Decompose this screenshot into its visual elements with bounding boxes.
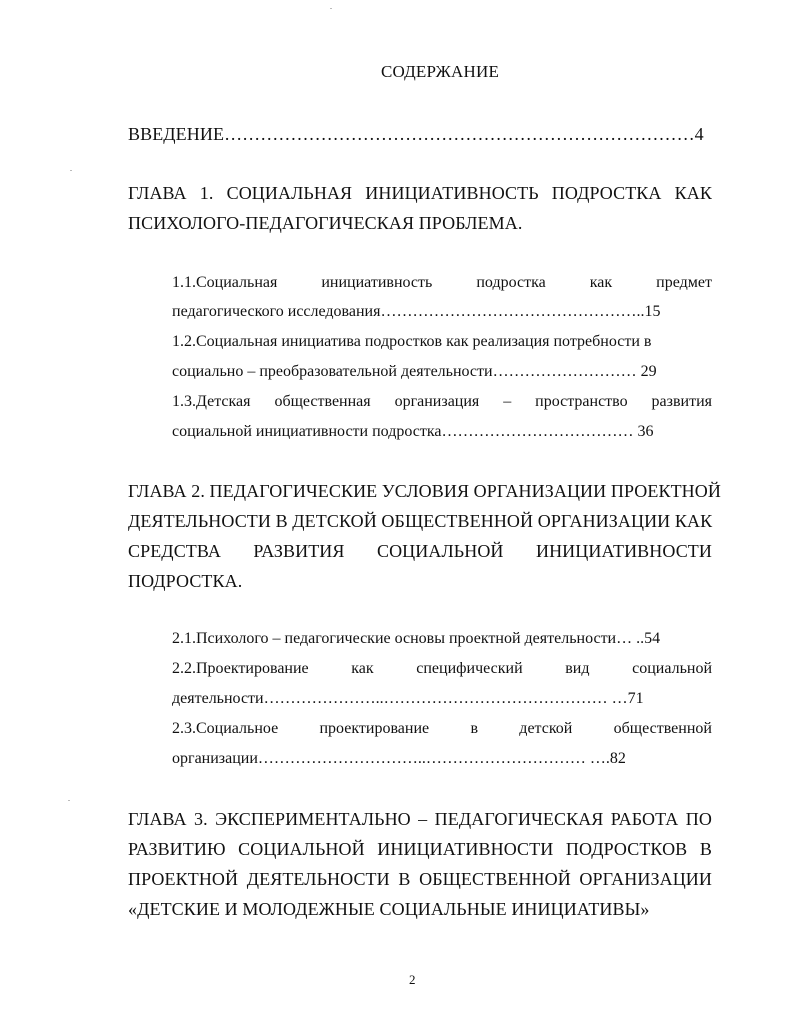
word: ГЛАВА [128,183,187,203]
word: 3. [194,809,208,829]
word: ИНИЦИАТИВНОСТИ [377,839,554,859]
word: подростка [476,274,546,291]
chapter1-heading-line1 [128,183,712,204]
chapter2-heading-line3 [128,541,712,562]
word: ОРГАНИЗАЦИИ [579,869,712,889]
word: ПРОЕКТНОЙ [128,869,239,889]
section-2-2-line1 [172,660,712,678]
word: РАБОТА [610,809,679,829]
word: в [470,720,478,737]
word: ИНИЦИАТИВНОСТИ [535,541,712,561]
page-number: 2 [409,972,416,987]
chapter3-heading-line1 [128,809,712,830]
section-2-3-line2: организации…………………………..………………………… ….82 [172,750,626,767]
word: ПЕДАГОГИЧЕСКАЯ [434,809,604,829]
word: РАЗВИТИЮ [128,839,226,859]
word: инициативность [321,274,433,291]
word: ДЕЯТЕЛЬНОСТИ [246,869,390,889]
word: 1.1.Социальная [172,274,278,291]
chapter2-heading-line4: ПОДРОСТКА. [128,571,243,591]
word: проектирование [319,720,430,737]
page-title: СОДЕРЖАНИЕ [380,62,500,81]
word: как [589,274,613,291]
section-1-2-line2: социально – преобразовательной деятельности……………………… 29 [172,363,657,380]
word: ГЛАВА [128,809,187,829]
word: СОЦИАЛЬНОЙ [238,839,365,859]
word: В [398,869,411,889]
word: – [418,809,428,829]
word: – [503,393,512,410]
word: СОЦИАЛЬНАЯ [226,183,353,203]
word: развития [651,393,712,410]
word: 1.3.Детская [172,393,251,410]
chapter3-heading-line3 [128,869,712,890]
scan-speck [68,800,70,801]
word: пространство [535,393,628,410]
word: СРЕДСТВА [128,541,221,561]
word: ПОДРОСТКА [551,183,662,203]
word: 2.3.Социальное [172,720,279,737]
word: организация [394,393,480,410]
word: предмет [656,274,712,291]
chapter2-heading-line1: ГЛАВА 2. ПЕДАГОГИЧЕСКИЕ УСЛОВИЯ ОРГАНИЗАЦИИ ПРОЕКТНОЙ [128,481,721,501]
word: РАЗВИТИЯ [253,541,345,561]
section-2-2-line2: деятельности…………………..…………………………………… …71 [172,690,644,707]
section-1-1-line1 [172,274,712,292]
word: ЭКСПЕРИМЕНТАЛЬНО [215,809,411,829]
word: КАК [674,183,712,203]
chapter1-heading-line2: ПСИХОЛОГО-ПЕДАГОГИЧЕСКАЯ ПРОБЛЕМА. [128,213,523,233]
word: 2.2.Проектирование [172,660,309,677]
word: общественной [613,720,712,737]
word: специфический [416,660,523,677]
scan-speck [70,170,72,171]
section-1-2-line1: 1.2.Социальная инициатива подростков как реализация потребности в [172,333,652,350]
scan-speck [330,8,332,9]
word: 1. [199,183,214,203]
word: вид [565,660,590,677]
word: ОБЩЕСТВЕННОЙ [419,869,571,889]
chapter2-heading-line2: ДЕЯТЕЛЬНОСТИ В ДЕТСКОЙ ОБЩЕСТВЕННОЙ ОРГАНИЗАЦИИ КАК [128,511,713,531]
word: как [351,660,374,677]
toc-intro: ВВЕДЕНИЕ……………………………………………………………………4 [128,124,704,144]
chapter3-heading-line4: «ДЕТСКИЕ И МОЛОДЕЖНЫЕ СОЦИАЛЬНЫЕ ИНИЦИАТИВЫ» [128,899,650,919]
section-1-3-line2: социальной инициативности подростка……………………………… 36 [172,423,654,440]
word: ПОДРОСТКОВ [565,839,688,859]
word: общественная [274,393,371,410]
section-1-3-line1 [172,393,712,411]
section-1-1-line2: педагогического исследования…………………………………………..15 [172,303,661,320]
word: социальной [632,660,712,677]
word: СОЦИАЛЬНОЙ [376,541,504,561]
section-2-1-line1: 2.1.Психолого – педагогические основы проектной деятельности… ..54 [172,630,661,647]
word: ИНИЦИАТИВНОСТЬ [365,183,539,203]
chapter3-heading-line2 [128,839,712,860]
word: детской [519,720,573,737]
word: В [699,839,712,859]
word: ПО [685,809,712,829]
section-2-3-line1 [172,720,712,738]
